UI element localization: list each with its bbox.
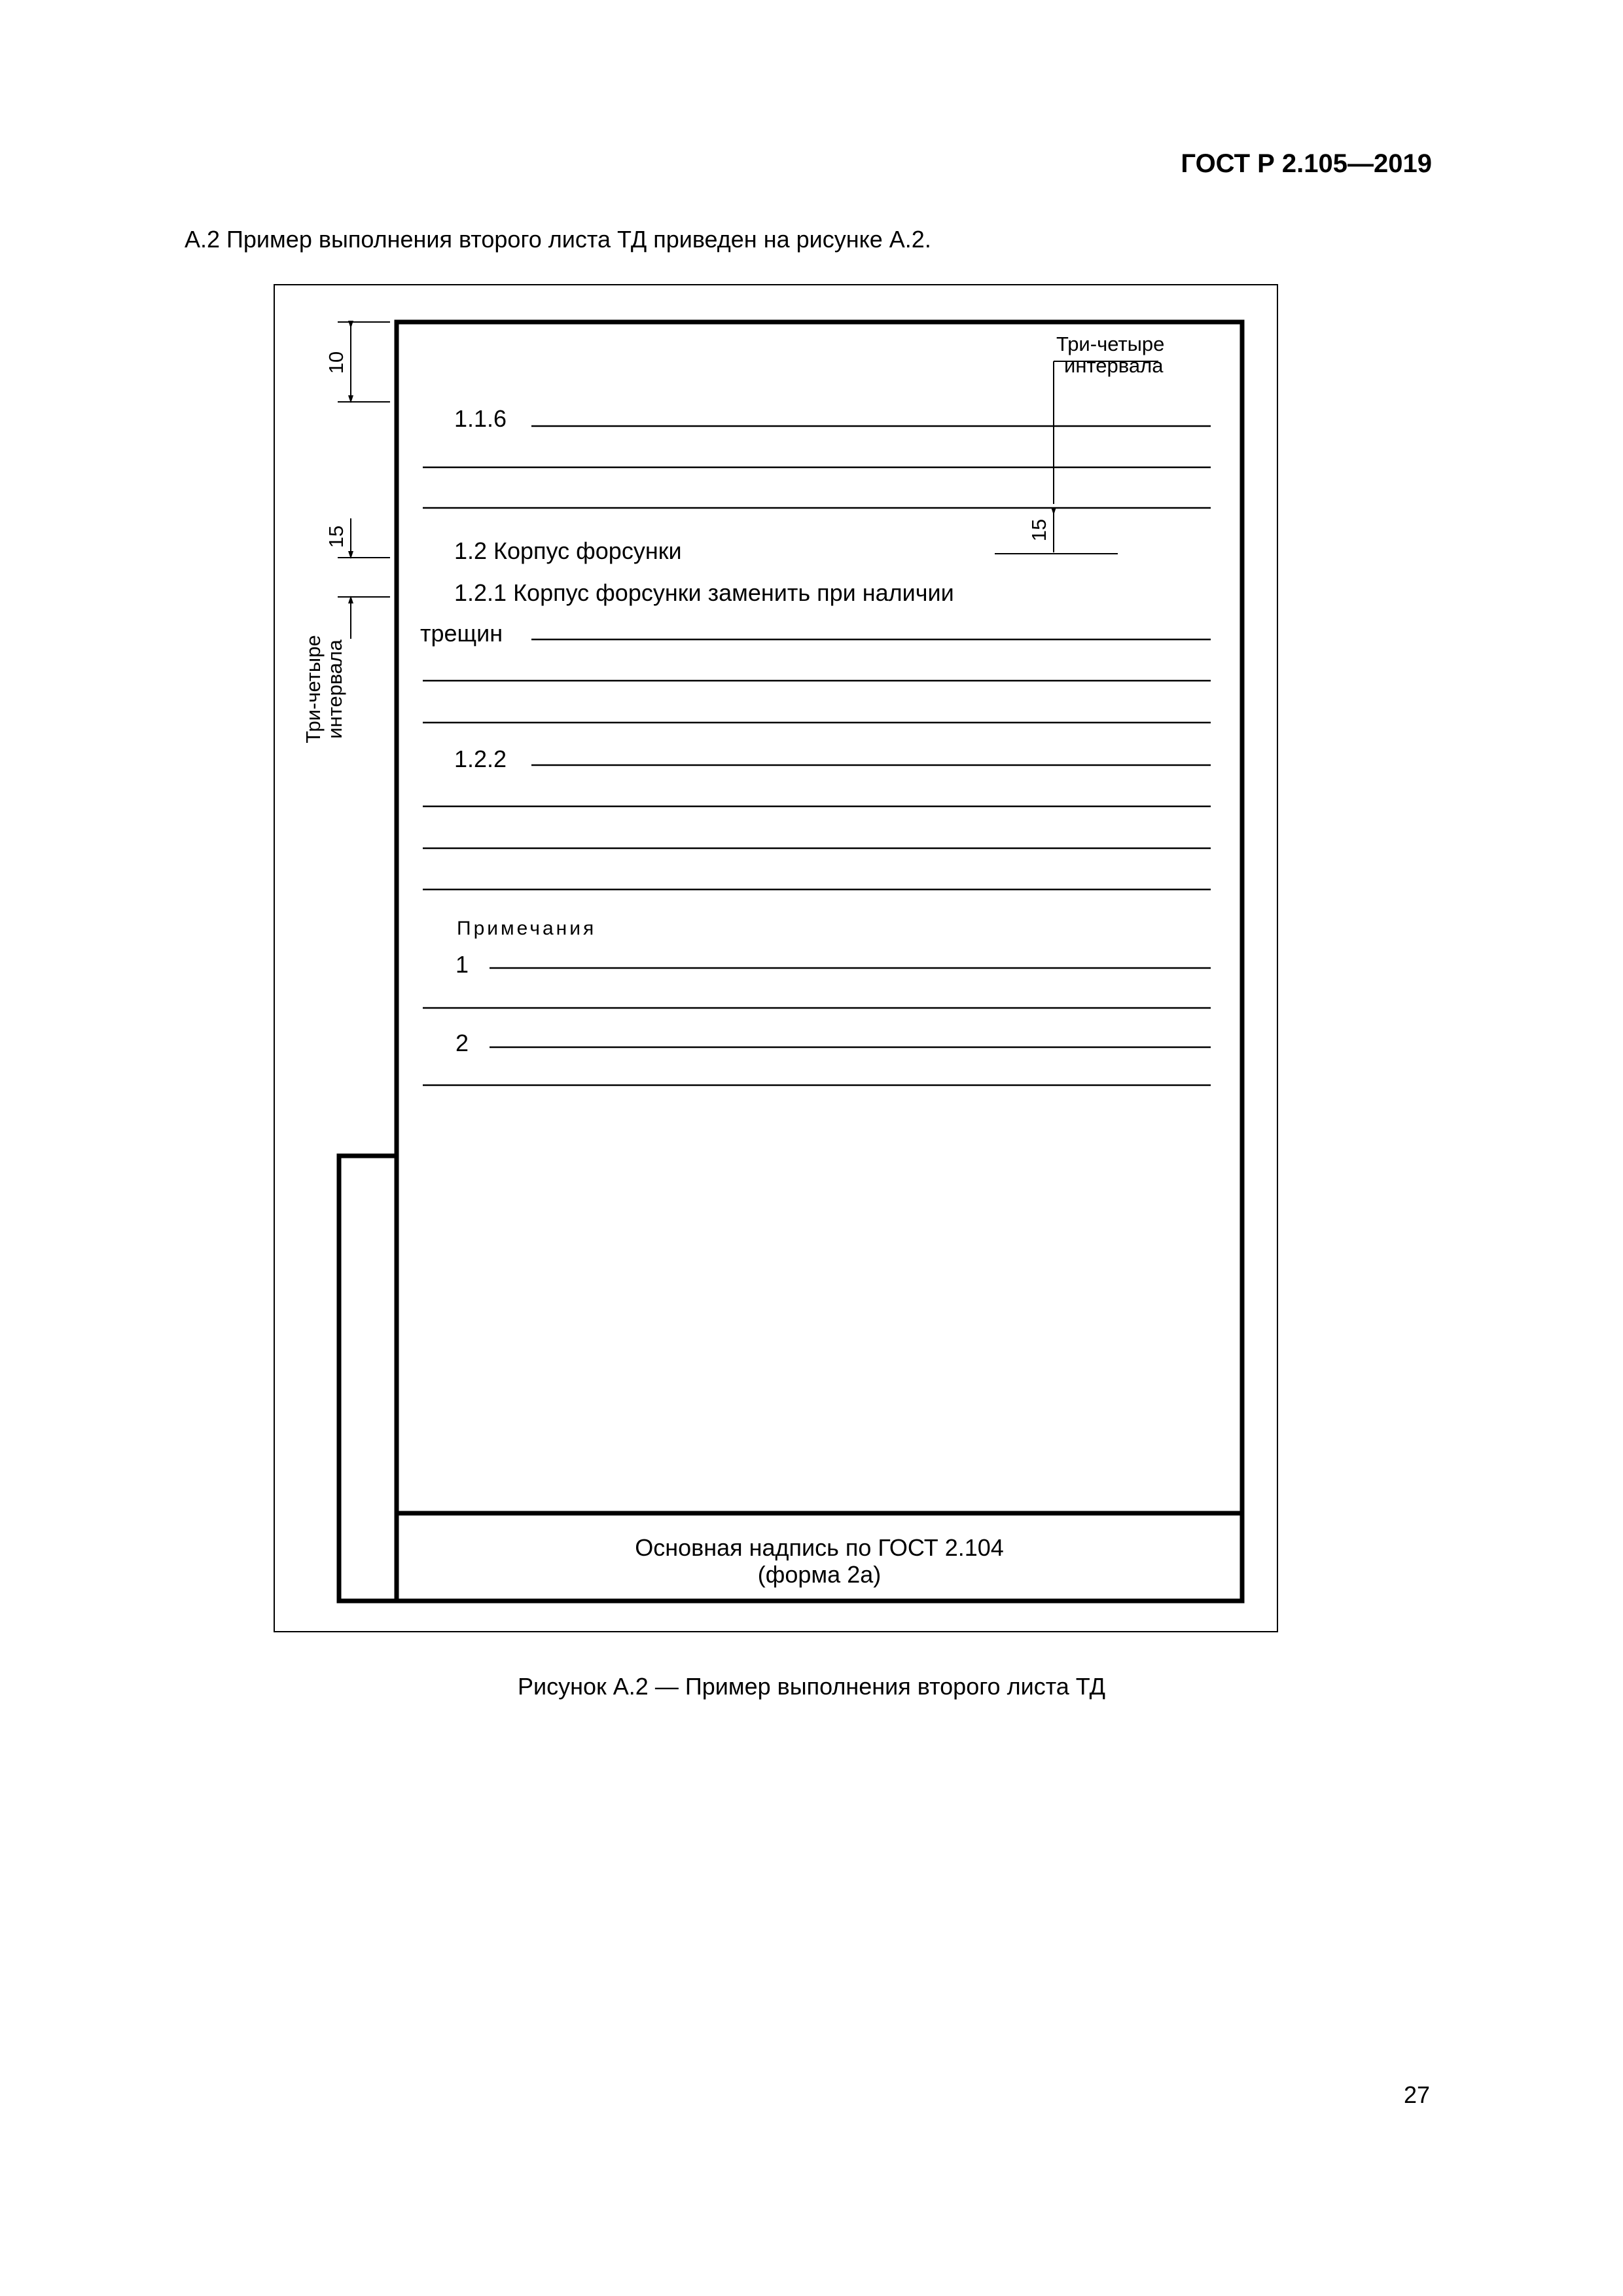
binding-strip bbox=[339, 1156, 397, 1601]
note-2: 2 bbox=[455, 1030, 469, 1056]
item-1-2-1-continuation: трещин bbox=[420, 620, 503, 647]
item-1-2: 1.2 Корпус форсунки bbox=[454, 537, 682, 564]
rule-lines bbox=[423, 426, 1211, 1085]
page-number: 27 bbox=[1403, 2081, 1430, 2108]
standard-header: ГОСТ Р 2.105—2019 bbox=[1181, 149, 1432, 178]
figure-frame bbox=[274, 284, 1278, 1632]
interval-label-left: Три-четыре интервала bbox=[302, 635, 346, 744]
dimension-15-left-label: 15 bbox=[325, 525, 348, 548]
sheet-drawing bbox=[275, 285, 1279, 1634]
sheet-border bbox=[397, 322, 1242, 1601]
intro-paragraph: А.2 Пример выполнения второго листа ТД приведен на рисунке А.2. bbox=[185, 226, 931, 253]
figure-caption: Рисунок А.2 — Пример выполнения второго листа ТД bbox=[518, 1673, 1105, 1700]
dimension-15-right-label: 15 bbox=[1027, 518, 1050, 542]
notes-heading: Примечания bbox=[457, 918, 597, 939]
note-1: 1 bbox=[455, 951, 469, 978]
item-1-2-2: 1.2.2 bbox=[454, 745, 507, 772]
dimension-10-label: 10 bbox=[325, 351, 348, 374]
item-1-1-6: 1.1.6 bbox=[454, 405, 507, 432]
interval-label-right: Три-четыре интервала bbox=[1056, 332, 1165, 377]
dimension-15-right bbox=[995, 361, 1158, 554]
item-1-2-1: 1.2.1 Корпус форсунки заменить при наличии bbox=[454, 579, 954, 606]
title-block-text: Основная надпись по ГОСТ 2.104 (форма 2а) bbox=[635, 1534, 1004, 1588]
